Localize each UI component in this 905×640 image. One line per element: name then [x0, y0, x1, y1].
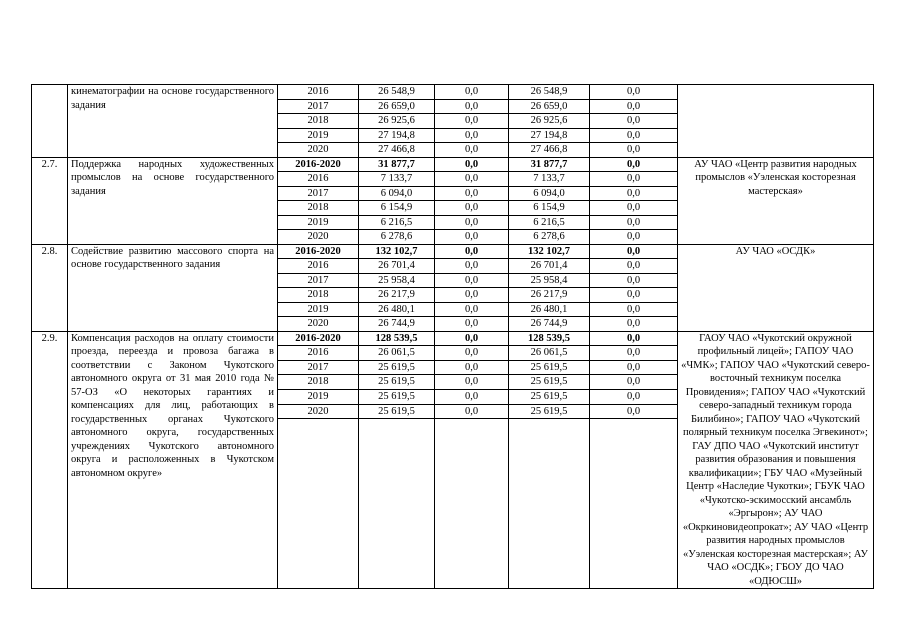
regional-cell: 6 154,9	[509, 201, 590, 216]
empty-cell	[278, 461, 359, 475]
other-cell: 0,0	[590, 288, 678, 303]
empty-cell	[278, 518, 359, 532]
other-cell: 0,0	[590, 375, 678, 390]
empty-cell	[278, 504, 359, 518]
empty-cell	[435, 461, 509, 475]
empty-cell	[278, 475, 359, 489]
other-cell: 0,0	[590, 331, 678, 346]
empty-cell	[278, 560, 359, 574]
table-row	[32, 331, 874, 346]
empty-cell	[435, 546, 509, 560]
year-cell: 2018	[278, 201, 359, 216]
empty-cell	[278, 433, 359, 447]
table-row	[32, 157, 874, 172]
total-cell: 6 216,5	[359, 215, 435, 230]
regional-cell: 26 701,4	[509, 259, 590, 274]
other-cell: 0,0	[590, 259, 678, 274]
federal-cell: 0,0	[435, 143, 509, 158]
total-cell: 26 217,9	[359, 288, 435, 303]
year-cell: 2016	[278, 172, 359, 187]
regional-cell: 128 539,5	[509, 331, 590, 346]
federal-cell: 0,0	[435, 288, 509, 303]
regional-cell: 27 194,8	[509, 128, 590, 143]
other-cell: 0,0	[590, 390, 678, 405]
year-cell: 2017	[278, 360, 359, 375]
year-cell: 2019	[278, 215, 359, 230]
empty-cell	[359, 447, 435, 461]
total-cell: 7 133,7	[359, 172, 435, 187]
regional-cell: 26 925,6	[509, 114, 590, 129]
total-cell: 26 480,1	[359, 302, 435, 317]
year-cell: 2016	[278, 259, 359, 274]
empty-cell	[278, 447, 359, 461]
empty-cell	[590, 532, 678, 546]
empty-cell	[435, 574, 509, 588]
row-number: 2.8.	[32, 244, 68, 331]
empty-cell	[509, 518, 590, 532]
other-cell: 0,0	[590, 172, 678, 187]
other-cell: 0,0	[590, 143, 678, 158]
year-cell: 2018	[278, 114, 359, 129]
row-number	[32, 85, 68, 158]
year-cell: 2016-2020	[278, 331, 359, 346]
empty-cell	[435, 447, 509, 461]
total-cell: 25 958,4	[359, 273, 435, 288]
year-cell: 2020	[278, 317, 359, 332]
other-cell: 0,0	[590, 99, 678, 114]
federal-cell: 0,0	[435, 331, 509, 346]
empty-cell	[590, 574, 678, 588]
total-cell: 26 925,6	[359, 114, 435, 129]
row-number: 2.9.	[32, 331, 68, 589]
responsible-organization: ГАОУ ЧАО «Чукотский окружной профильный лицей»; ГАПОУ ЧАО «ЧМК»; ГАПОУ ЧАО «Чукотский северо-восточный техникум поселка Провидения»; ГАПОУ ЧАО «Чукотский северо-западный техникум города Билибино»; ГАПОУ ЧАО «Чукотский полярный техникум поселка Эгвекинот»; ГАУ ДПО ЧАО «Чукотский институт развития образования и повышения квалификации»; ГБУ ЧАО «Музейный Центр «Наследие Чукотки»; ГБУК ЧАО «Чукотско-эскимосский ансамбль «Эргырон»; АУ ЧАО «Окркиновидеопрокат»; АУ ЧАО «Центр развития народных промыслов «Уэленская косторезная мастерская»; АУ ЧАО «ОСДК»; ГБОУ ДО ЧАО «ОДЮСШ»	[678, 331, 874, 589]
empty-cell	[359, 560, 435, 574]
empty-cell	[509, 532, 590, 546]
document-page	[31, 84, 874, 589]
table-body	[32, 85, 874, 589]
regional-cell: 7 133,7	[509, 172, 590, 187]
other-cell: 0,0	[590, 186, 678, 201]
regional-cell: 26 548,9	[509, 85, 590, 100]
empty-cell	[509, 574, 590, 588]
regional-cell: 26 659,0	[509, 99, 590, 114]
empty-cell	[278, 574, 359, 588]
empty-cell	[278, 546, 359, 560]
regional-cell: 27 466,8	[509, 143, 590, 158]
regional-cell: 31 877,7	[509, 157, 590, 172]
empty-cell	[359, 546, 435, 560]
other-cell: 0,0	[590, 114, 678, 129]
federal-cell: 0,0	[435, 157, 509, 172]
total-cell: 27 466,8	[359, 143, 435, 158]
federal-cell: 0,0	[435, 375, 509, 390]
empty-cell	[359, 489, 435, 503]
other-cell: 0,0	[590, 157, 678, 172]
empty-cell	[278, 532, 359, 546]
federal-cell: 0,0	[435, 201, 509, 216]
empty-cell	[590, 433, 678, 447]
federal-cell: 0,0	[435, 244, 509, 259]
regional-cell: 6 216,5	[509, 215, 590, 230]
regional-cell: 6 278,6	[509, 230, 590, 245]
other-cell: 0,0	[590, 201, 678, 216]
year-cell: 2017	[278, 273, 359, 288]
year-cell: 2016	[278, 346, 359, 361]
regional-cell: 6 094,0	[509, 186, 590, 201]
empty-cell	[278, 489, 359, 503]
regional-cell: 25 619,5	[509, 360, 590, 375]
federal-cell: 0,0	[435, 404, 509, 419]
total-cell: 25 619,5	[359, 404, 435, 419]
regional-cell: 132 102,7	[509, 244, 590, 259]
year-cell: 2016-2020	[278, 244, 359, 259]
other-cell: 0,0	[590, 128, 678, 143]
total-cell: 132 102,7	[359, 244, 435, 259]
empty-cell	[590, 560, 678, 574]
empty-cell	[435, 475, 509, 489]
federal-cell: 0,0	[435, 215, 509, 230]
total-cell: 6 094,0	[359, 186, 435, 201]
empty-cell	[359, 461, 435, 475]
empty-cell	[435, 419, 509, 433]
other-cell: 0,0	[590, 360, 678, 375]
empty-cell	[359, 419, 435, 433]
year-cell: 2020	[278, 143, 359, 158]
other-cell: 0,0	[590, 317, 678, 332]
empty-cell	[509, 546, 590, 560]
other-cell: 0,0	[590, 273, 678, 288]
empty-cell	[509, 433, 590, 447]
empty-cell	[509, 419, 590, 433]
year-cell: 2018	[278, 288, 359, 303]
empty-cell	[590, 461, 678, 475]
other-cell: 0,0	[590, 346, 678, 361]
responsible-organization	[678, 85, 874, 158]
federal-cell: 0,0	[435, 259, 509, 274]
total-cell: 26 061,5	[359, 346, 435, 361]
activity-description: Компенсация расходов на оплату стоимости проезда, переезда и провоза багажа в соответствии с Законом Чукотского автономного округа от 31 мая 2010 года № 57-ОЗ «О некоторых гарантиях и компенсациях для лиц, работающих в государственных органах Чукотского автономного округа, государственных учреждениях Чукотского автономного округа и расположенных в Чукотском автономном округе»	[68, 331, 278, 589]
row-number: 2.7.	[32, 157, 68, 244]
table-row	[32, 244, 874, 259]
empty-cell	[509, 475, 590, 489]
year-cell: 2020	[278, 404, 359, 419]
total-cell: 26 744,9	[359, 317, 435, 332]
empty-cell	[509, 489, 590, 503]
empty-cell	[359, 518, 435, 532]
activity-description: кинематографии на основе государственного задания	[68, 85, 278, 158]
empty-cell	[590, 489, 678, 503]
year-cell: 2017	[278, 99, 359, 114]
regional-cell: 25 619,5	[509, 375, 590, 390]
total-cell: 26 701,4	[359, 259, 435, 274]
total-cell: 27 194,8	[359, 128, 435, 143]
federal-cell: 0,0	[435, 128, 509, 143]
empty-cell	[590, 518, 678, 532]
year-cell: 2020	[278, 230, 359, 245]
empty-cell	[359, 574, 435, 588]
empty-cell	[359, 532, 435, 546]
year-cell: 2019	[278, 302, 359, 317]
federal-cell: 0,0	[435, 390, 509, 405]
regional-cell: 26 744,9	[509, 317, 590, 332]
activity-description: Поддержка народных художественных промыслов на основе государственного задания	[68, 157, 278, 244]
empty-cell	[590, 419, 678, 433]
total-cell: 31 877,7	[359, 157, 435, 172]
federal-cell: 0,0	[435, 273, 509, 288]
empty-cell	[278, 419, 359, 433]
empty-cell	[590, 475, 678, 489]
federal-cell: 0,0	[435, 114, 509, 129]
federal-cell: 0,0	[435, 172, 509, 187]
total-cell: 6 278,6	[359, 230, 435, 245]
empty-cell	[590, 447, 678, 461]
empty-cell	[435, 433, 509, 447]
other-cell: 0,0	[590, 244, 678, 259]
other-cell: 0,0	[590, 215, 678, 230]
empty-cell	[435, 532, 509, 546]
empty-cell	[435, 560, 509, 574]
total-cell: 25 619,5	[359, 375, 435, 390]
empty-cell	[359, 433, 435, 447]
responsible-organization: АУ ЧАО «ОСДК»	[678, 244, 874, 331]
empty-cell	[435, 504, 509, 518]
total-cell: 25 619,5	[359, 360, 435, 375]
regional-cell: 25 958,4	[509, 273, 590, 288]
other-cell: 0,0	[590, 85, 678, 100]
year-cell: 2019	[278, 390, 359, 405]
regional-cell: 26 480,1	[509, 302, 590, 317]
empty-cell	[590, 504, 678, 518]
empty-cell	[435, 518, 509, 532]
federal-cell: 0,0	[435, 230, 509, 245]
empty-cell	[509, 447, 590, 461]
empty-cell	[509, 504, 590, 518]
total-cell: 25 619,5	[359, 390, 435, 405]
total-cell: 26 548,9	[359, 85, 435, 100]
year-cell: 2016	[278, 85, 359, 100]
empty-cell	[359, 504, 435, 518]
empty-cell	[435, 489, 509, 503]
empty-cell	[509, 560, 590, 574]
federal-cell: 0,0	[435, 317, 509, 332]
other-cell: 0,0	[590, 404, 678, 419]
other-cell: 0,0	[590, 302, 678, 317]
total-cell: 26 659,0	[359, 99, 435, 114]
other-cell: 0,0	[590, 230, 678, 245]
activity-description: Содействие развитию массового спорта на основе государственного задания	[68, 244, 278, 331]
year-cell: 2017	[278, 186, 359, 201]
federal-cell: 0,0	[435, 360, 509, 375]
federal-cell: 0,0	[435, 99, 509, 114]
regional-cell: 26 061,5	[509, 346, 590, 361]
regional-cell: 26 217,9	[509, 288, 590, 303]
program-table	[31, 84, 874, 589]
federal-cell: 0,0	[435, 186, 509, 201]
regional-cell: 25 619,5	[509, 390, 590, 405]
regional-cell: 25 619,5	[509, 404, 590, 419]
federal-cell: 0,0	[435, 346, 509, 361]
total-cell: 128 539,5	[359, 331, 435, 346]
federal-cell: 0,0	[435, 85, 509, 100]
empty-cell	[359, 475, 435, 489]
empty-cell	[590, 546, 678, 560]
federal-cell: 0,0	[435, 302, 509, 317]
year-cell: 2018	[278, 375, 359, 390]
year-cell: 2016-2020	[278, 157, 359, 172]
empty-cell	[509, 461, 590, 475]
total-cell: 6 154,9	[359, 201, 435, 216]
table-row	[32, 85, 874, 100]
year-cell: 2019	[278, 128, 359, 143]
responsible-organization: АУ ЧАО «Центр развития народных промыслов «Уэленская косторезная мастерская»	[678, 157, 874, 244]
